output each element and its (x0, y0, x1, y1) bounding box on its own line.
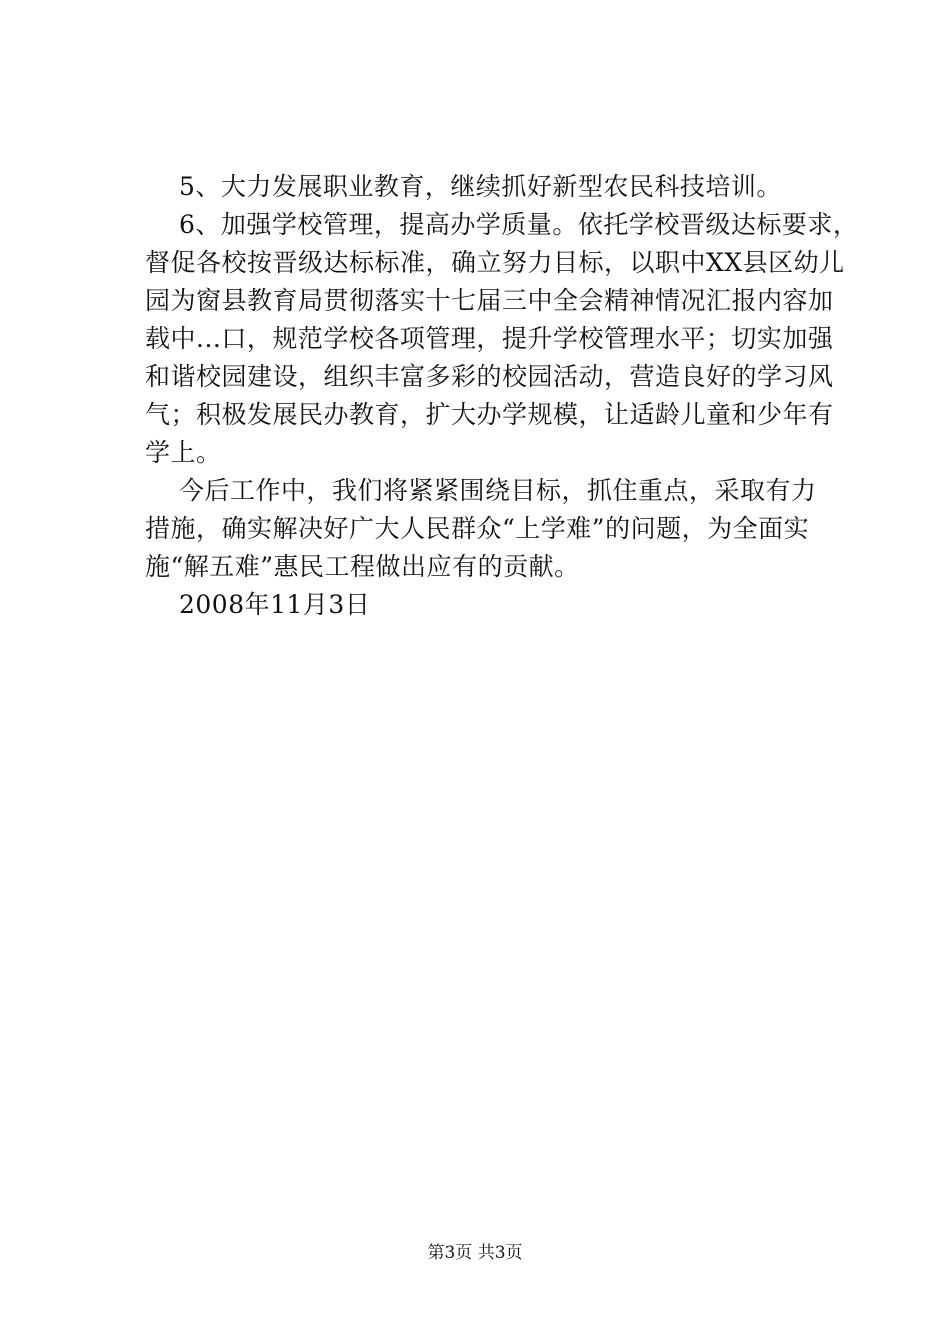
page-indicator: 第3页 共3页 (427, 1243, 523, 1263)
text-line: 施“解五难”惠民工程做出应有的贡献。 (145, 552, 580, 581)
text-line: 载中...口，规范学校各项管理，提升学校管理水平；切实加强 (145, 324, 834, 353)
paragraph-closing (145, 472, 835, 586)
paragraph-item-5 (145, 168, 835, 206)
text-line: 气；积极发展民办教育，扩大办学规模，让适龄儿童和少年有 (145, 400, 834, 429)
text-line: 5、大力发展职业教育，继续抓好新型农民科技培训。 (179, 172, 782, 201)
paragraph-item-6 (145, 206, 859, 472)
text-line: 今后工作中，我们将紧紧围绕目标，抓住重点，采取有力 (179, 476, 817, 505)
text-line: 园为窗县教育局贯彻落实十七届三中全会精神情况汇报内容加 (145, 286, 834, 315)
document-body (145, 168, 859, 624)
document-date: 2008年11月3日 (179, 590, 371, 619)
paragraph-date (145, 586, 835, 624)
text-line: 督促各校按晋级达标标准，确立努力目标，以职中XX县区幼儿 (145, 248, 845, 277)
text-line: 6、加强学校管理，提高办学质量。依托学校晋级达标要求， (179, 210, 859, 239)
text-line: 和谐校园建设，组织丰富多彩的校园活动，营造良好的学习风 (145, 362, 834, 391)
text-line: 措施，确实解决好广大人民群众“上学难”的问题，为全面实 (145, 514, 810, 543)
page-footer (0, 1243, 950, 1263)
text-line: 学上。 (145, 438, 222, 467)
